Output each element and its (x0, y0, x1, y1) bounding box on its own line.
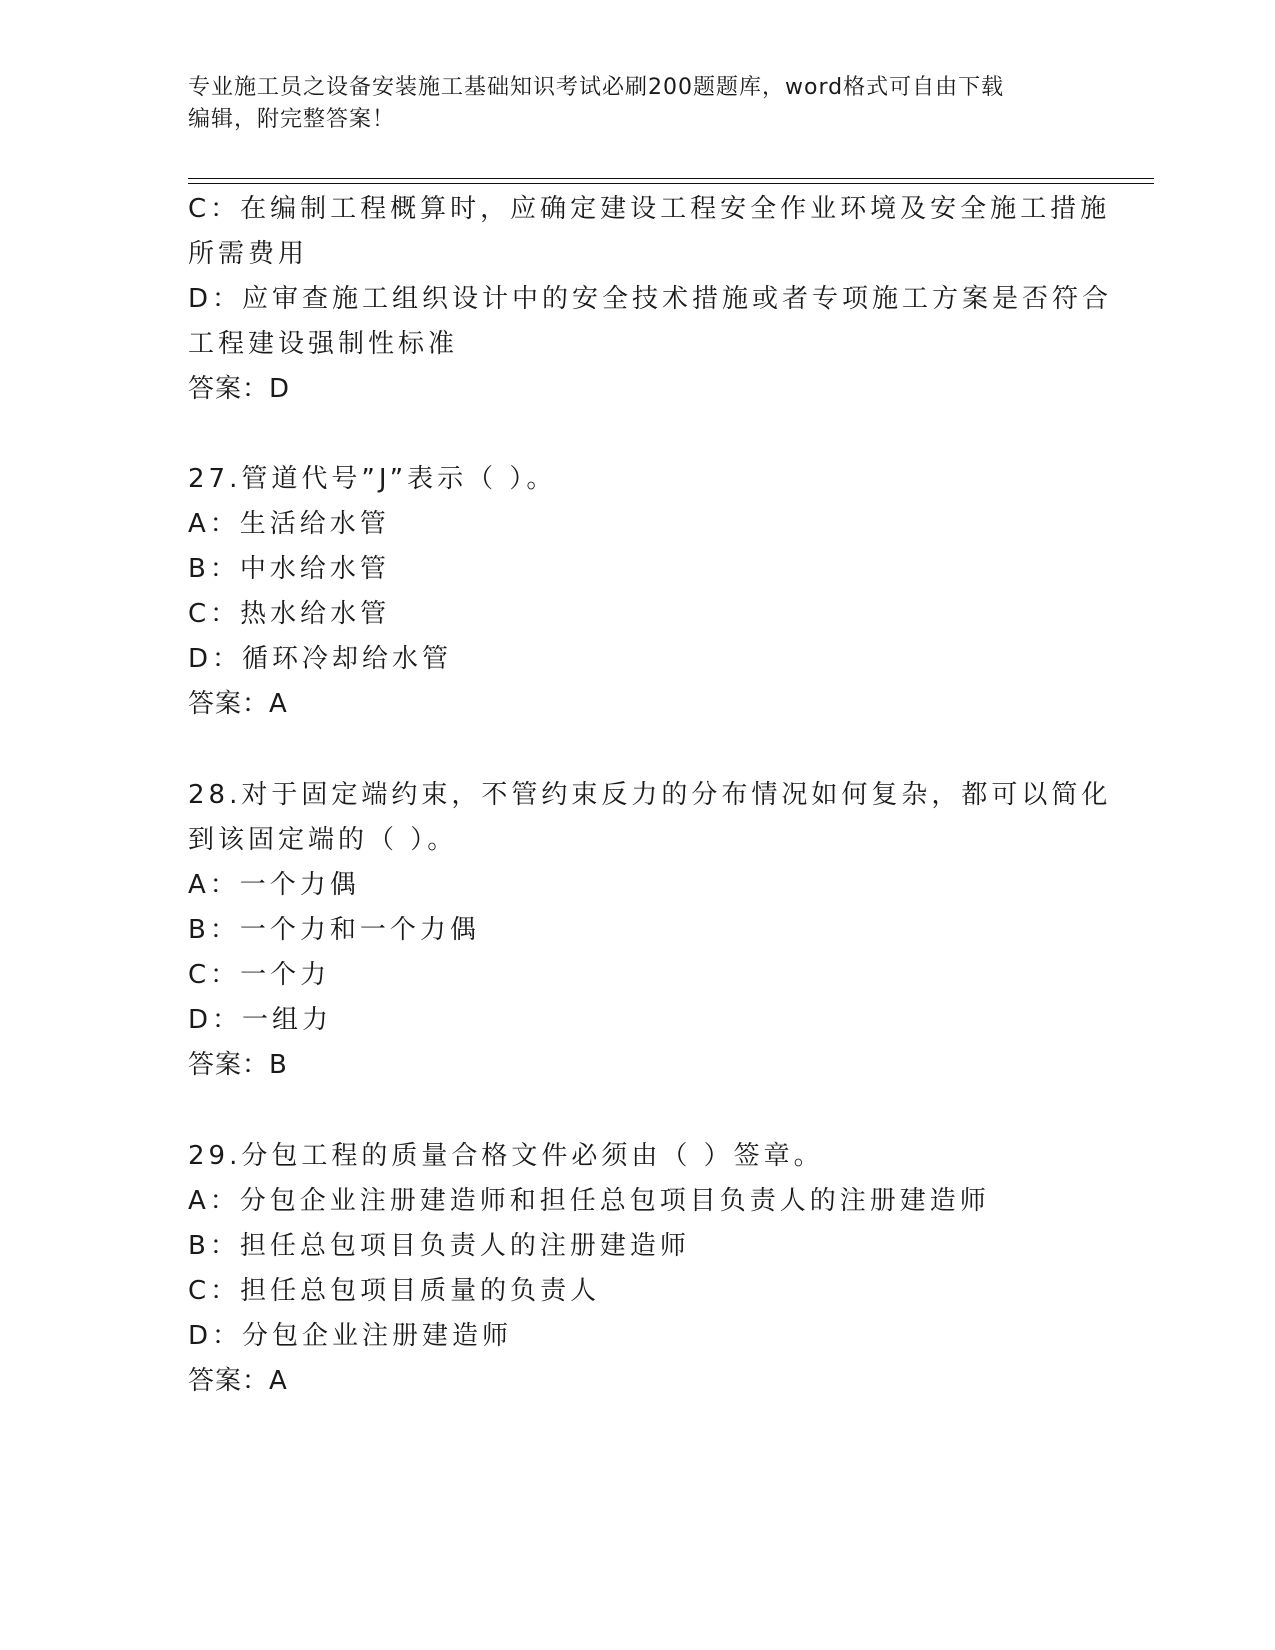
q28-option-d: D：一组力 (188, 1005, 333, 1035)
q28-option-c: C：一个力 (188, 960, 331, 990)
header-line-1: 专业施工员之设备安装施工基础知识考试必刷200题题库，word格式可自由下载 (188, 75, 1005, 100)
q27-option-b: B：中水给水管 (188, 554, 390, 584)
q28-option-a: A：一个力偶 (188, 870, 360, 900)
q28-stem-line-1: 28.对于固定端约束，不管约束反力的分布情况如何复杂，都可以简化 (188, 780, 1112, 810)
header-divider-bottom (188, 183, 1154, 184)
header-divider-top (188, 178, 1154, 179)
q28-stem-line-2: 到该固定端的（ ）。 (188, 825, 458, 855)
prev-option-c-line-2: 所需费用 (188, 239, 309, 269)
q29-option-a: A：分包企业注册建造师和担任总包项目负责人的注册建造师 (188, 1186, 990, 1216)
q27-option-c: C：热水给水管 (188, 599, 391, 629)
q28-answer: 答案：B (188, 1050, 288, 1080)
q29-stem: 29.分包工程的质量合格文件必须由（ ）签章。 (188, 1141, 824, 1171)
q27-stem: 27.管道代号”J”表示（ ）。 (188, 464, 557, 494)
q29-answer: 答案：A (188, 1366, 288, 1396)
q28-option-b: B：一个力和一个力偶 (188, 915, 480, 945)
prev-option-c-line-1: C：在编制工程概算时，应确定建设工程安全作业环境及安全施工措施 (188, 194, 1111, 224)
q27-option-a: A：生活给水管 (188, 509, 390, 539)
q29-option-d: D：分包企业注册建造师 (188, 1321, 513, 1351)
q29-option-c: C：担任总包项目质量的负责人 (188, 1276, 601, 1306)
header-line-2: 编辑，附完整答案！ (188, 107, 396, 132)
q27-option-d: D：循环冷却给水管 (188, 644, 453, 674)
q29-option-b: B：担任总包项目负责人的注册建造师 (188, 1231, 690, 1261)
prev-answer: 答案：D (188, 374, 291, 404)
prev-option-d-line-1: D：应审查施工组织设计中的安全技术措施或者专项施工方案是否符合 (188, 284, 1113, 314)
q27-answer: 答案：A (188, 689, 288, 719)
prev-option-d-line-2: 工程建设强制性标准 (188, 329, 459, 359)
document-header (188, 72, 1068, 136)
